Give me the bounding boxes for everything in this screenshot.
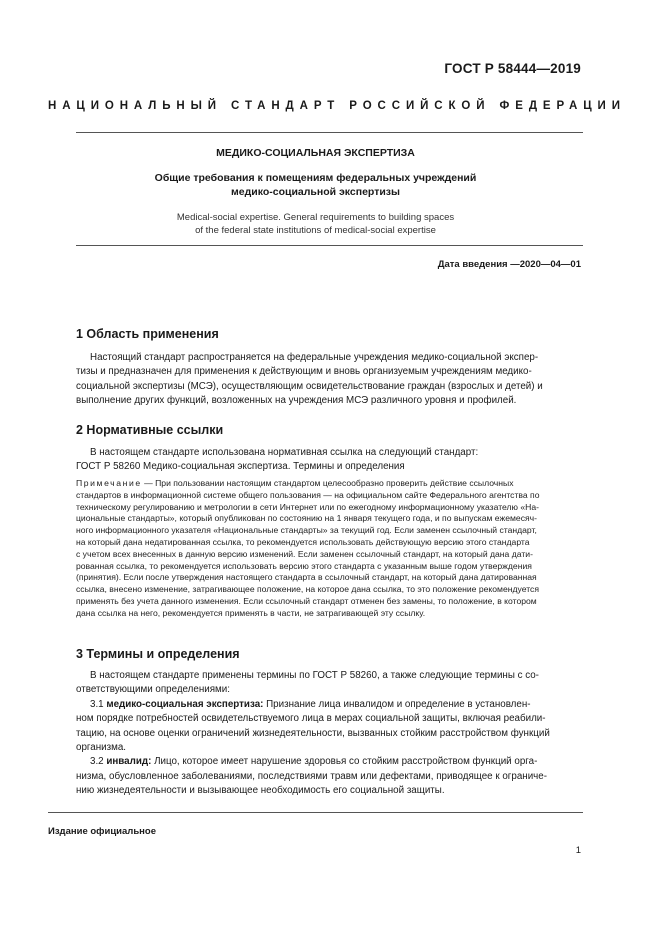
note-text: — При пользовании настоящим стандартом целесообразно проверить действие ссылочных	[141, 478, 514, 488]
paragraph-line: низма, обусловленное заболеваниями, последствиями травм или дефектами, приводящее к ограниче-	[76, 770, 547, 782]
note-line: на который дана недатированная ссылка, то рекомендуется использовать действующую версию этого стандарта	[76, 536, 530, 547]
header-separator	[76, 132, 583, 133]
subtitle-line: медико-социальной экспертизы	[230, 186, 400, 198]
section-1-heading: 1 Область применения	[76, 327, 219, 341]
note-line	[76, 478, 583, 490]
national-standard-banner: НАЦИОНАЛЬНЫЙ СТАНДАРТ РОССИЙСКОЙ ФЕДЕРАЦИИ	[48, 100, 626, 112]
section-3-heading: 3 Термины и определения	[76, 647, 240, 661]
note-line: ного информационного указателя «Национальные стандарты» за текущий год. Если заменен ссылочный стандарт,	[76, 525, 537, 536]
standard-number: ГОСТ Р 58444—2019	[444, 61, 581, 76]
paragraph-line: Настоящий стандарт распространяется на федеральные учреждения медико-социальной экспер-	[90, 352, 539, 363]
term-definition: Признание лица инвалидом и определение в установлен-	[263, 698, 531, 710]
paragraph-line: выполнение других функций, возложенных на учреждения МСЭ различного уровня и профилей.	[76, 395, 517, 407]
publisher-label: Издание официальное	[48, 826, 156, 837]
document-subtitle	[48, 171, 583, 199]
term-name: медико-социальная экспертиза:	[106, 698, 264, 710]
section-2-body	[76, 446, 583, 475]
section-2-heading: 2 Нормативные ссылки	[76, 423, 224, 437]
term-name: инвалид:	[106, 756, 152, 768]
document-title: МЕДИКО-СОЦИАЛЬНАЯ ЭКСПЕРТИЗА	[216, 147, 415, 159]
term-definition: Лицо, которое имеет нарушение здоровья со стойким расстройством функций орга-	[151, 756, 538, 768]
note-line: ссылка, внесено изменение, затрагивающее положение, на которое дана ссылка, то это положение рекомендуется	[76, 584, 539, 595]
effective-date: Дата введения —2020—04—01	[437, 259, 581, 270]
english-title-line: of the federal state institutions of medical-social expertise	[195, 225, 436, 236]
paragraph-line: нию жизнедеятельности и вызывающее необходимость его социальной защиты.	[76, 785, 445, 797]
term-number: 3.1	[90, 698, 107, 710]
note-label: Примечание	[76, 478, 142, 488]
footer-separator	[48, 812, 583, 813]
paragraph-line: В настоящем стандарте применены термины по ГОСТ Р 58260, а также следующие термины с со-	[90, 670, 539, 681]
paragraph-line: социальной экспертизы (МСЭ), осуществляющим освидетельствование граждан (взрослых и детей) и	[76, 380, 543, 392]
note-line: дана ссылка на него, рекомендуется применять в части, не затрагивающей эту ссылку.	[76, 607, 426, 618]
term-definition-line	[76, 698, 583, 712]
note-line: циональные стандарты», который опубликован по состоянию на 1 января текущего года, и по выпускам ежемесяч-	[76, 513, 537, 524]
paragraph-line: В настоящем стандарте использована нормативная ссылка на следующий стандарт:	[90, 447, 479, 458]
paragraph-line: организма.	[76, 742, 126, 754]
title-separator	[76, 245, 583, 246]
subtitle-line: Общие требования к помещениям федеральных учреждений	[154, 172, 477, 184]
paragraph-line: ном порядке потребностей освидетельствуемого лица в мерах социальной защиты, включая реабили-	[76, 713, 546, 725]
note-line: применять без учета данного изменения. Если ссылочный стандарт отменен без замены, то положение, в котором	[76, 595, 537, 606]
term-definition-line	[76, 755, 583, 769]
english-title-line: Medical-social expertise. General requirements to building spaces	[176, 212, 455, 223]
term-number: 3.2	[90, 756, 107, 768]
note-line: рованная ссылка, то рекомендуется использовать версию этого стандарта с указанным выше годом утверждения	[76, 560, 532, 571]
note-line: техническому регулированию и метрологии в сети Интернет или по ежегодному информационному указателю «На-	[76, 501, 540, 512]
paragraph-line: ответствующими определениями:	[76, 684, 230, 696]
note-line: стандартов в информационной системе общего пользования — на официальном сайте Федерального агентства по	[76, 489, 540, 500]
note-line: (принятия). Если после утверждения настоящего стандарта в ссылочный стандарт, на который дана датированная	[76, 572, 537, 583]
page-number: 1	[575, 845, 581, 856]
section-1-body	[76, 351, 583, 409]
paragraph-line: тацию, на основе оценки ограничений жизнедеятельности, вызванных стойким расстройством функций	[76, 727, 550, 739]
paragraph-line: тизы и предназначен для применения к действующим и вновь организуемым учреждениям медико-	[76, 366, 532, 378]
reference-line: ГОСТ Р 58260 Медико-социальная экспертиза. Термины и определения	[76, 461, 405, 473]
note-block	[76, 478, 583, 620]
section-3-body	[76, 669, 583, 799]
note-line: с учетом всех внесенных в данную версию изменений. Если заменен ссылочный стандарт, на который дана дати-	[76, 548, 533, 559]
english-title	[48, 211, 583, 237]
